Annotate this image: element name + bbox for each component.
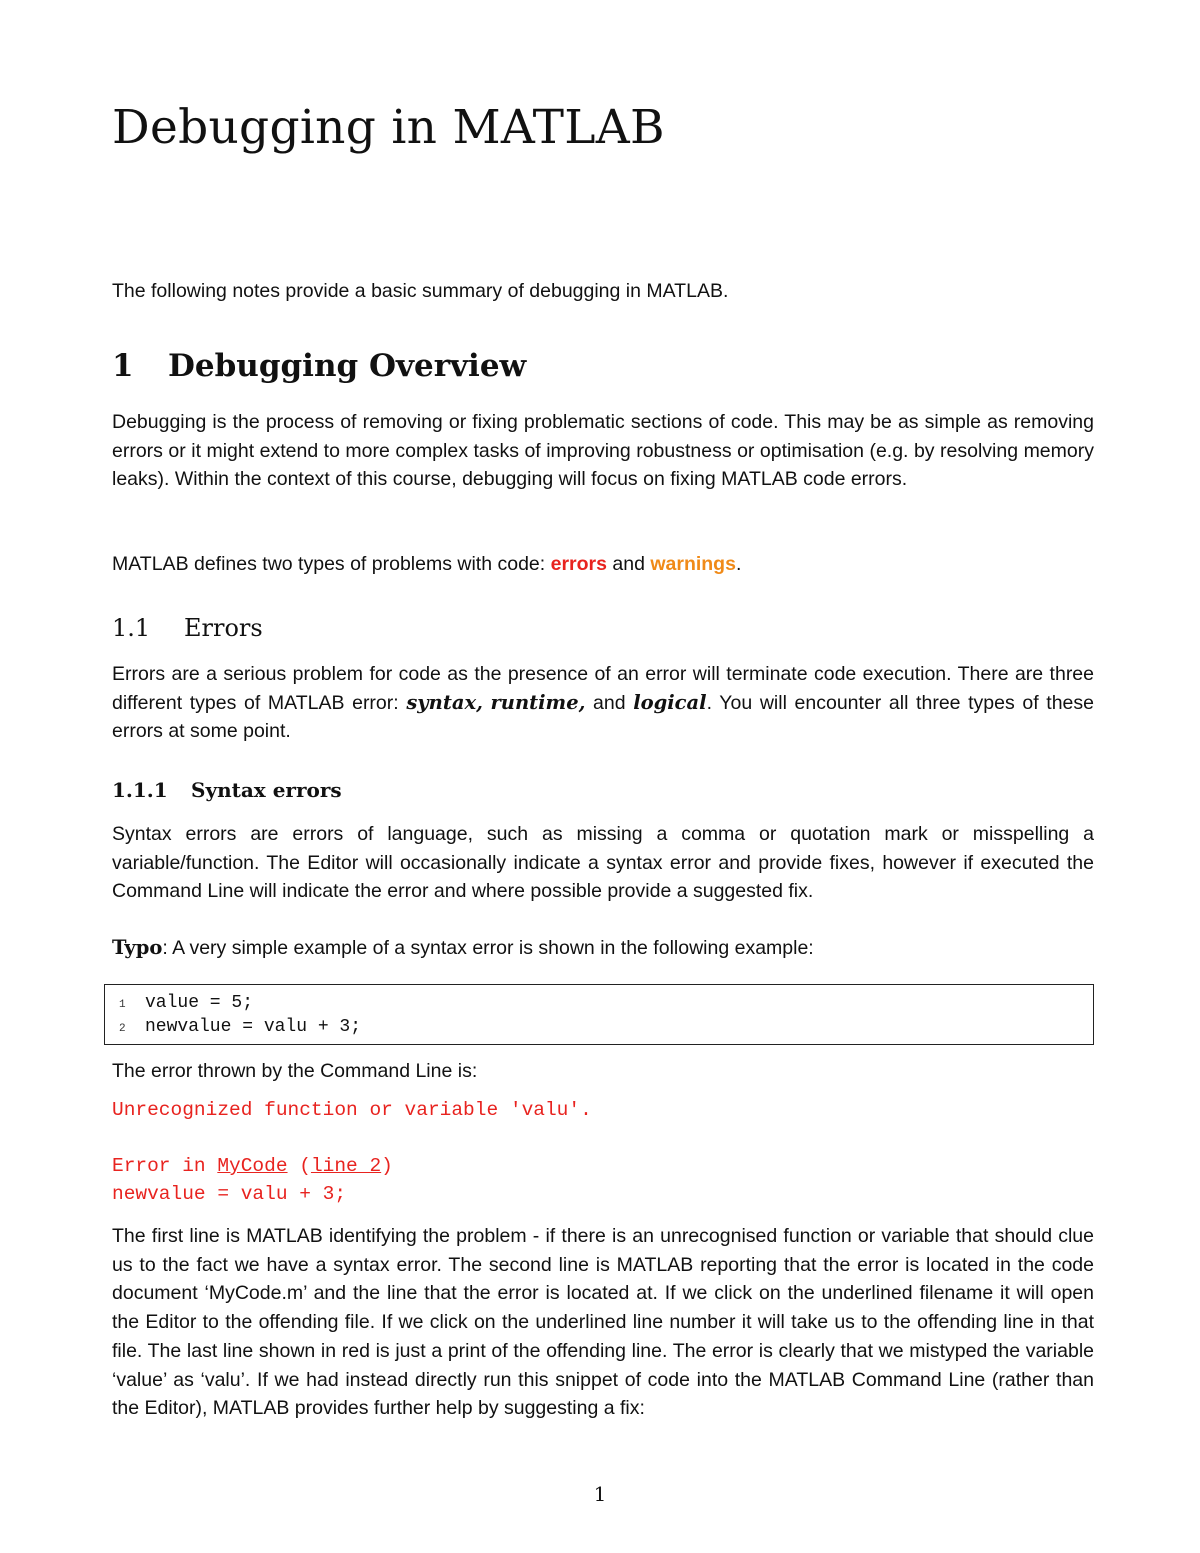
- errors-and: and: [585, 691, 634, 714]
- thrown-text: The error thrown by the Command Line is:: [112, 1060, 478, 1082]
- logical-term: logical: [633, 690, 707, 714]
- types-suffix: .: [735, 553, 742, 575]
- error-output-code: newvalue = valu + 3;: [112, 1183, 347, 1205]
- runtime-term: runtime,: [490, 690, 586, 714]
- section-heading-1: [112, 348, 526, 384]
- types-prefix: MATLAB defines two types of problems with code:: [112, 553, 551, 575]
- section-number: 1: [112, 348, 134, 384]
- error-output-location: [112, 1155, 393, 1177]
- explanation-paragraph: The first line is MATLAB identifying the problem - if there is an unrecognised function or variable that should clue us to the fact we have a syntax error. The second line is MATLAB reporting that the error is located in the code document ‘MyCode.m’ and the line that the error is located at. If we click on the underlined filename it will open the Editor to the offending file. If we click on the underlined line number it will take us to the offending line in that file. The last line shown in red is just a print of the offending line. The error is clearly that we mistyped the variable ‘value’ as ‘valu’. If we had instead directly run this snippet of code into the MATLAB Command Line (rather than the Editor), MATLAB provides further help by suggesting a fix:: [112, 1225, 1094, 1420]
- warnings-term: warnings: [650, 553, 736, 575]
- line-number: 1: [119, 999, 126, 1011]
- page-number: 1: [593, 1482, 607, 1506]
- types-and: and: [606, 553, 651, 575]
- document-title: Debugging in MATLAB: [112, 100, 665, 155]
- code-listing: [104, 984, 1094, 1045]
- line-number: 2: [119, 1023, 126, 1035]
- error-file-link[interactable]: MyCode: [217, 1155, 288, 1177]
- typo-text: : A very simple example of a syntax error is shown in the following example:: [162, 937, 814, 959]
- errors-para-start: Errors are a serious problem for code as the presence of an error will terminate code execution. There are three different types of MATLAB error:: [112, 663, 1094, 714]
- error-line-link[interactable]: line 2: [310, 1155, 382, 1177]
- code-text: value = 5;: [145, 993, 254, 1013]
- code-line: [119, 1017, 361, 1037]
- paren-open: (: [287, 1155, 311, 1177]
- section-title: Debugging Overview: [168, 348, 527, 384]
- errors-para-end: . You will encounter all three types of these errors at some point.: [112, 691, 1094, 743]
- error-output-message: Unrecognized function or variable 'valu'.: [112, 1099, 592, 1121]
- section-heading-1-1: [112, 614, 263, 642]
- code-text: newvalue = valu + 3;: [145, 1017, 362, 1037]
- errors-term: errors: [550, 553, 607, 575]
- error-prefix: Error in: [112, 1155, 218, 1177]
- code-line: [119, 993, 253, 1013]
- typo-label: Typo: [112, 936, 163, 959]
- overview-paragraph: Debugging is the process of removing or fixing problematic sections of code. This may be as simple as removing errors or it might extend to more complex tasks of improving robustness or optimisation (e.g. by resolving memory leaks). Within the context of this course, debugging will focus on fixing MATLAB code errors.: [112, 411, 1094, 491]
- errors-paragraph: [112, 660, 1094, 746]
- section-number: 1.1: [112, 614, 151, 642]
- section-title: Errors: [184, 614, 263, 642]
- syntax-errors-paragraph: Syntax errors are errors of language, such as missing a comma or quotation mark or misspelling a variable/function. The Editor will occasionally indicate a syntax error and provide fixes, however if executed the Command Line will indicate the error and where possible provide a suggested fix.: [112, 823, 1094, 903]
- syntax-term: syntax,: [406, 690, 483, 714]
- intro-paragraph: The following notes provide a basic summary of debugging in MATLAB.: [112, 280, 729, 302]
- paren-close: ): [381, 1155, 393, 1177]
- problem-types-paragraph: [112, 550, 1094, 579]
- section-title: Syntax errors: [191, 778, 342, 802]
- section-heading-1-1-1: [112, 778, 342, 802]
- section-number: 1.1.1: [112, 778, 168, 802]
- typo-paragraph: [112, 934, 1094, 963]
